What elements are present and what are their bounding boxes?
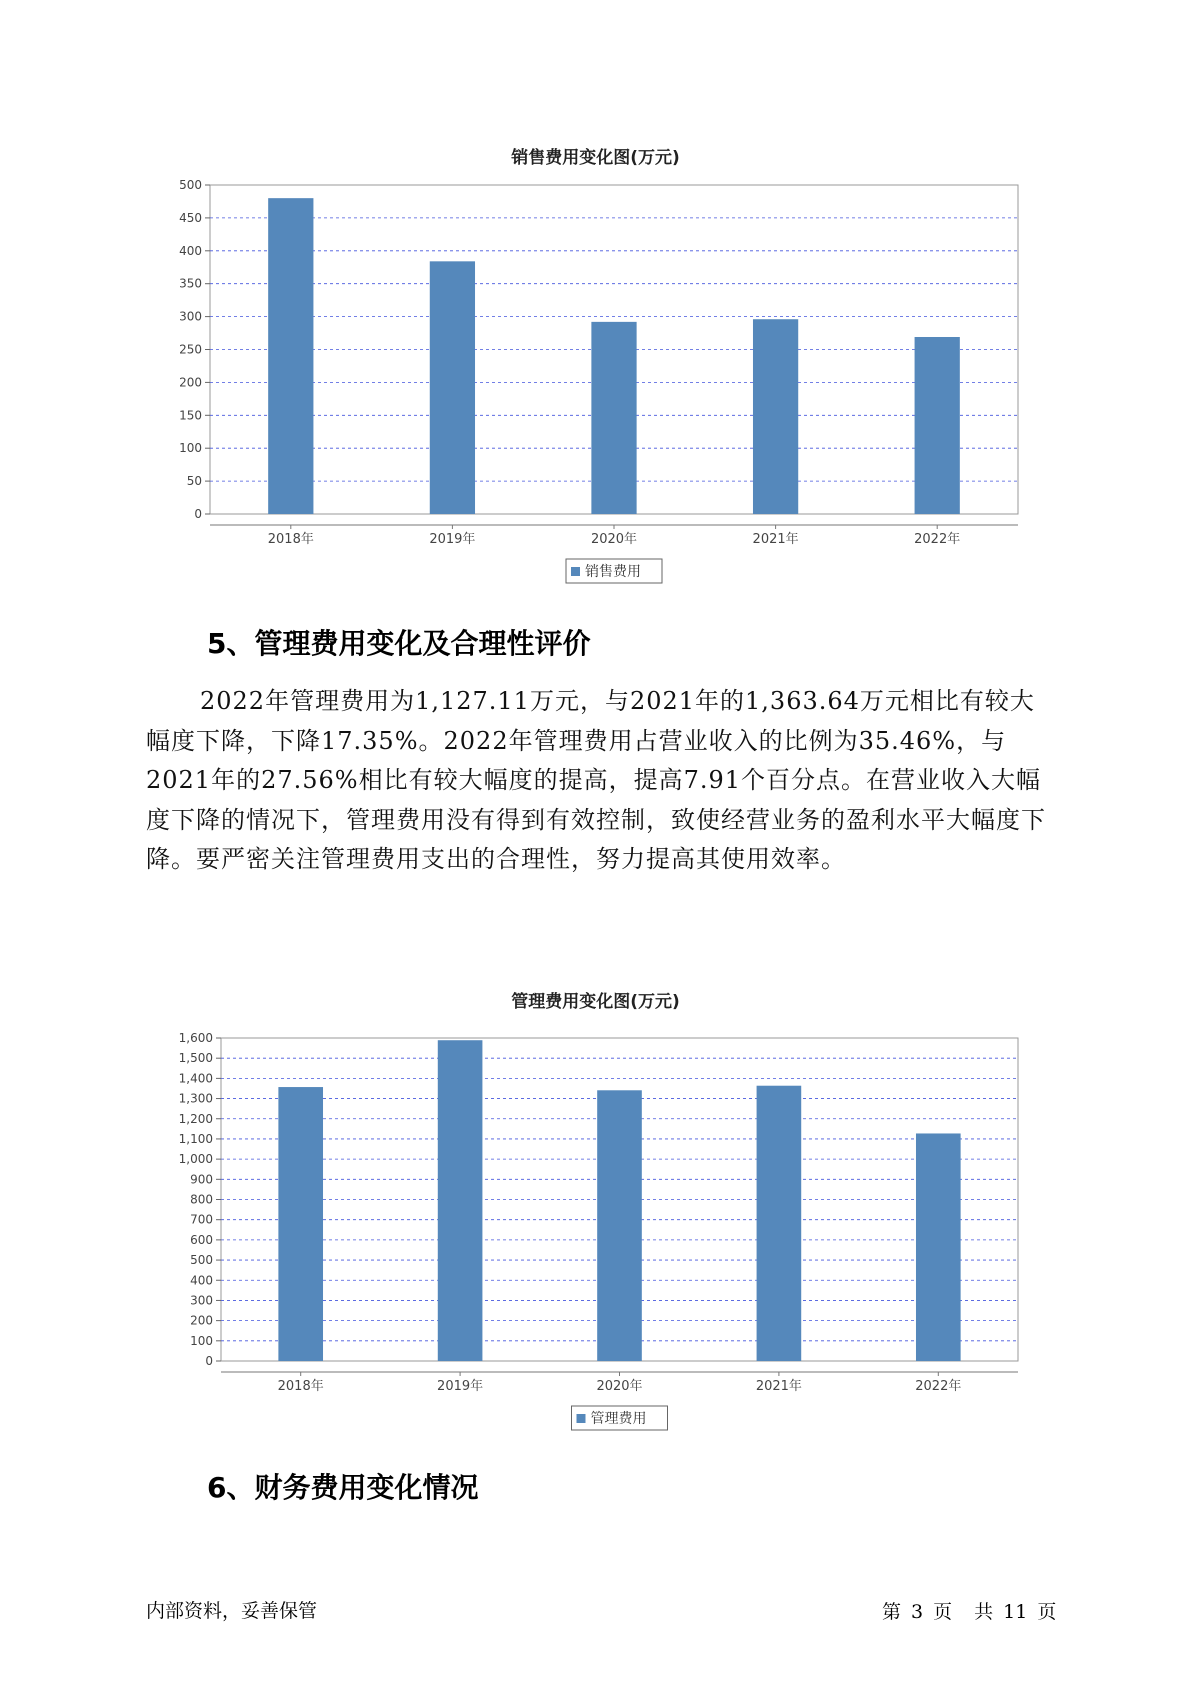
footer-confidential: 内部资料，妥善保管: [146, 1600, 318, 1622]
x-tick-label: 2022年: [914, 532, 961, 547]
chart-title-sales: 销售费用变化图(万元): [511, 148, 680, 168]
x-tick-label: 2018年: [267, 532, 314, 547]
bar-2021年: [753, 319, 798, 514]
section-6-heading: 6、财务费用变化情况: [207, 1471, 479, 1504]
y-tick-label: 300: [190, 1293, 213, 1308]
bar-2018年: [268, 198, 313, 514]
y-tick-label: 250: [179, 342, 202, 357]
page-number: 3: [911, 1601, 924, 1623]
y-tick-label: 500: [190, 1253, 213, 1268]
bar-2021年: [757, 1086, 802, 1361]
x-tick-label: 2018年: [277, 1379, 324, 1394]
total-number: 11: [1003, 1601, 1028, 1623]
footer-page-info: [882, 1597, 1066, 1624]
total-label: 共: [974, 1601, 994, 1623]
y-tick-label: 1,400: [178, 1071, 213, 1086]
bar-2022年: [916, 1133, 961, 1361]
legend-swatch: [571, 567, 580, 576]
page-unit: 页: [933, 1601, 953, 1623]
x-tick-label: 2021年: [752, 532, 799, 547]
y-tick-label: 1,100: [178, 1131, 213, 1146]
y-tick-label: 400: [190, 1273, 213, 1288]
x-tick-label: 2020年: [596, 1379, 643, 1394]
total-unit: 页: [1037, 1601, 1057, 1623]
section-5-heading: 5、管理费用变化及合理性评价: [207, 627, 591, 660]
legend-swatch: [577, 1414, 586, 1423]
page-label: 第: [882, 1601, 902, 1623]
sales-expense-chart: [0, 170, 1191, 610]
y-tick-label: 350: [179, 276, 202, 291]
y-tick-label: 1,200: [178, 1111, 213, 1126]
y-tick-label: 450: [179, 210, 202, 225]
bar-2022年: [915, 337, 960, 514]
y-tick-label: 1,000: [178, 1152, 213, 1167]
y-tick-label: 1,300: [178, 1091, 213, 1106]
y-tick-label: 500: [179, 178, 202, 192]
y-tick-label: 50: [186, 474, 202, 489]
y-tick-label: 600: [190, 1232, 213, 1247]
y-tick-label: 1,500: [178, 1051, 213, 1066]
y-tick-label: 900: [190, 1172, 213, 1187]
section-5-text: 2022年管理费用为1,127.11万元，与2021年的1,363.64万元相比有较大幅度下降，下降17.35%。2022年管理费用占营业收入的比例为35.46%，与2021年的27.56%相比有较大幅度的提高，提高7.91个百分点。在营业收入大幅度下降的情况下，管理费用没有得到有效控制，致使经营业务的盈利水平大幅度下降。要严密关注管理费用支出的合理性，努力提高其使用效率。: [146, 687, 1046, 873]
legend-label: 管理费用: [590, 1411, 647, 1427]
y-tick-label: 150: [179, 408, 202, 423]
y-tick-label: 200: [190, 1313, 213, 1328]
y-tick-label: 400: [179, 243, 202, 258]
bar-2019年: [430, 261, 475, 514]
chart-title-admin: 管理费用变化图(万元): [511, 992, 680, 1012]
section-5-paragraph: [146, 682, 1046, 880]
x-tick-label: 2022年: [915, 1379, 962, 1394]
y-tick-label: 0: [205, 1354, 213, 1368]
x-tick-label: 2019年: [437, 1379, 484, 1394]
bar-2018年: [278, 1087, 323, 1361]
y-tick-label: 100: [179, 441, 202, 456]
bar-2020年: [597, 1090, 642, 1361]
admin-expense-chart: [0, 1018, 1191, 1458]
x-tick-label: 2021年: [755, 1379, 802, 1394]
x-tick-label: 2019年: [429, 532, 476, 547]
y-tick-label: 700: [190, 1212, 213, 1227]
bar-2020年: [591, 322, 636, 514]
y-tick-label: 1,600: [178, 1031, 213, 1045]
y-tick-label: 200: [179, 375, 202, 390]
y-tick-label: 800: [190, 1192, 213, 1207]
legend-label: 销售费用: [585, 564, 641, 580]
y-tick-label: 300: [179, 309, 202, 324]
y-tick-label: 100: [190, 1333, 213, 1348]
x-tick-label: 2020年: [590, 532, 638, 547]
bar-2019年: [438, 1040, 483, 1361]
y-tick-label: 0: [194, 507, 202, 521]
